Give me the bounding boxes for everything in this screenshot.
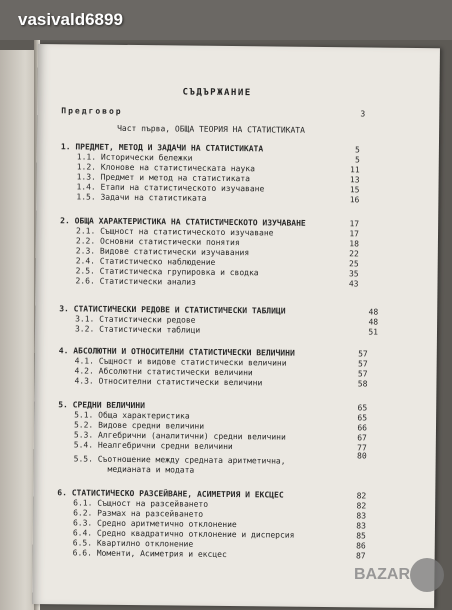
item-1-1-page: 5 xyxy=(354,155,360,165)
item-2-3: 2.3. Видове статистически изучавания xyxy=(75,246,250,258)
item-6-1: 6.1. Същност на разсейването xyxy=(73,498,209,509)
item-1-3: 1.3. Предмет и метод на статистиката xyxy=(76,172,251,184)
section-5-page: 65 xyxy=(357,403,368,413)
item-6-1-page: 82 xyxy=(356,501,367,511)
bazar-logo-text: BAZAR xyxy=(354,566,410,583)
item-1-1: 1.1. Исторически бележки xyxy=(76,152,193,163)
item-5-5: 5.5. Съотношение между средната аритметична, xyxy=(73,454,286,466)
item-1-3-page: 13 xyxy=(349,175,360,185)
item-1-4: 1.4. Етапи на статистическото изучаване xyxy=(76,182,265,194)
item-4-2-page: 57 xyxy=(357,369,368,379)
item-5-2-page: 66 xyxy=(357,423,368,433)
item-6-4-page: 85 xyxy=(356,531,366,541)
item-6-5-page: 86 xyxy=(356,541,366,551)
item-2-3-page: 22 xyxy=(349,249,359,259)
item-4-1: 4.1. Същност и видове статистически величини xyxy=(74,356,287,368)
item-5-1-page: 65 xyxy=(357,413,368,423)
left-page-edge xyxy=(0,50,36,610)
item-3-1: 3.1. Статистически редове xyxy=(75,314,196,325)
section-2-page: 17 xyxy=(349,219,360,229)
item-2-5: 2.5. Статистическа групировка и сводка xyxy=(75,266,259,278)
item-2-2: 2.2. Основни статистически понятия xyxy=(75,236,240,248)
item-1-2: 1.2. Клонове на статистическата наука xyxy=(76,162,255,174)
item-1-2-page: 11 xyxy=(350,165,360,175)
section-6-title: 6. СТАТИСТИЧЕСКО РАЗСЕЙВАНЕ, АСИМЕТРИЯ И ЕКСЦЕС xyxy=(57,488,284,500)
item-2-4-page: 25 xyxy=(349,259,359,269)
item-6-6: 6.6. Моменти, Асиметрия и ексцес xyxy=(72,548,227,560)
preface-page: 3 xyxy=(360,109,366,119)
item-1-4-page: 15 xyxy=(349,185,360,195)
section-4-title: 4. АБСОЛЮТНИ И ОТНОСИТЕЛНИ СТАТИСТИЧЕСКИ ВЕЛИЧИНИ xyxy=(58,346,295,358)
item-3-1-page: 48 xyxy=(368,317,379,327)
item-6-2: 6.2. Размах на разсейването xyxy=(73,508,204,519)
section-6-page: 82 xyxy=(356,491,367,501)
section-3-title: 3. СТАТИСТИЧЕСКИ РЕДОВЕ И СТАТИСТИЧЕСКИ ТАБЛИЦИ xyxy=(59,304,286,316)
toc-page xyxy=(32,44,440,608)
seller-watermark: vasivald6899 xyxy=(0,0,452,40)
item-5-1: 5.1. Обща характеристика xyxy=(74,410,190,421)
item-5-5-cont: медианата и модата xyxy=(107,464,195,475)
section-5-title: 5. СРЕДНИ ВЕЛИЧИНИ xyxy=(58,400,145,411)
item-4-3-page: 58 xyxy=(357,379,368,389)
item-4-3: 4.3. Относителни статистически величини xyxy=(74,376,263,388)
item-4-2: 4.2. Абсолютни статистически величини xyxy=(74,366,253,378)
item-5-4: 5.4. Неалгебрични средни величини xyxy=(73,440,233,452)
item-5-3-page: 67 xyxy=(357,433,367,443)
preface-label: Предговор xyxy=(61,106,123,116)
item-6-4: 6.4. Средно квадратично отклонение и дисперсия xyxy=(72,528,295,540)
item-2-1: 2.1. Същност на статистическото изучаване xyxy=(75,226,274,238)
item-6-6-page: 87 xyxy=(355,551,366,561)
item-2-6: 2.6. Статистически анализ xyxy=(75,276,196,287)
item-4-1-page: 57 xyxy=(357,359,368,369)
item-3-2-page: 51 xyxy=(368,327,379,337)
section-2-title: 2. ОБЩА ХАРАКТЕРИСТИКА НА СТАТИСТИЧЕСКОТО ИЗУЧАВАНЕ xyxy=(60,216,306,228)
item-6-3: 6.3. Средно аритметично отклонение xyxy=(72,518,237,530)
item-2-4: 2.4. Статистическо наблюдение xyxy=(75,256,216,267)
item-1-5: 1.5. Задачи на статистиката xyxy=(76,192,207,203)
item-3-2: 3.2. Статистически таблици xyxy=(74,324,201,335)
section-1-title: 1. ПРЕДМЕТ, МЕТОД И ЗАДАЧИ НА СТАТИСТИКАТА xyxy=(60,142,264,154)
item-5-4-page: 77 xyxy=(357,443,367,453)
item-2-5-page: 35 xyxy=(348,269,359,279)
item-1-5-page: 16 xyxy=(349,195,360,205)
section-3-page: 48 xyxy=(368,307,379,317)
item-6-2-page: 83 xyxy=(356,511,367,521)
item-5-3: 5.3. Алгебрични (аналитични) средни величини xyxy=(73,430,286,442)
item-2-1-page: 17 xyxy=(349,229,360,239)
item-6-3-page: 83 xyxy=(356,521,367,531)
section-1-page: 5 xyxy=(355,145,360,155)
item-2-2-page: 18 xyxy=(349,239,359,249)
section-4-page: 57 xyxy=(358,349,368,359)
item-2-6-page: 43 xyxy=(348,279,359,289)
item-5-2: 5.2. Видове средни величини xyxy=(73,420,205,431)
toc-heading: СЪДЪРЖАНИЕ xyxy=(182,87,252,99)
item-5-5-page: 80 xyxy=(357,451,367,461)
bazar-logo-icon xyxy=(410,558,444,592)
item-6-5: 6.5. Квартилно отклонение xyxy=(72,538,194,549)
part-title: Част първа, ОБЩА ТЕОРИЯ НА СТАТИСТИКАТА xyxy=(117,123,306,135)
